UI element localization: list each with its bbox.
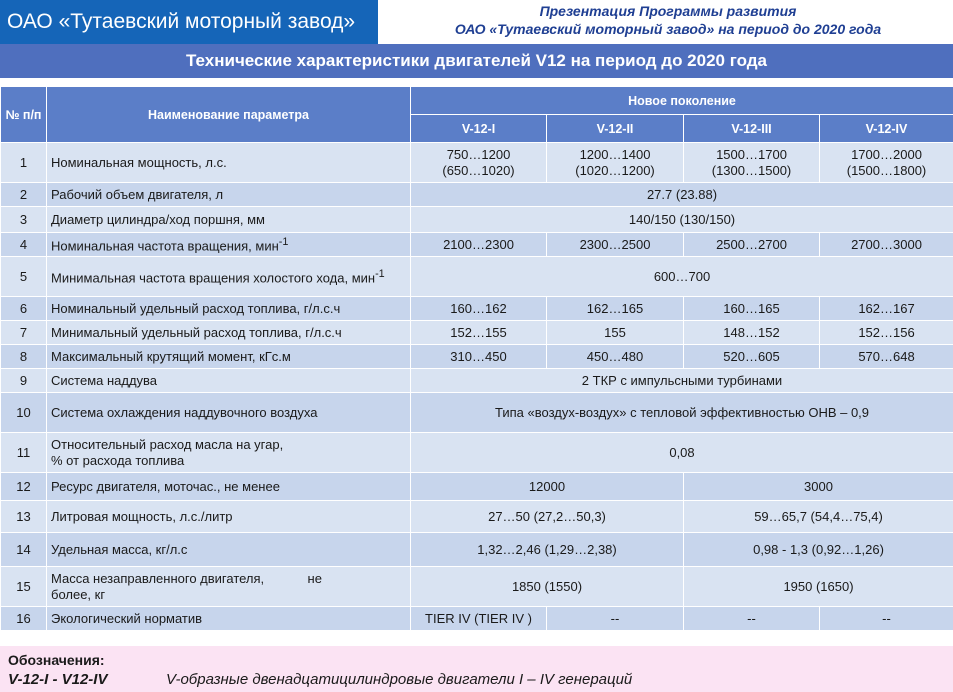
model-header: V-12-IV — [820, 115, 953, 143]
param-name — [47, 257, 411, 297]
param-superscript: -1 — [278, 236, 289, 249]
model-header: V-12-II — [547, 115, 684, 143]
table-row — [1, 143, 953, 183]
value: 1200…1400 — [579, 146, 651, 162]
model-header: V-12-III — [684, 115, 820, 143]
value-cell: 1850 (1550) — [411, 567, 684, 607]
table-row — [1, 321, 953, 345]
param-superscript: -1 — [375, 268, 385, 281]
value-alt: (650…1020) — [442, 162, 515, 178]
value-cell: 2 ТКР с импульсными турбинами — [411, 369, 953, 393]
value-cell: 162…167 — [820, 297, 953, 321]
col-param-header: Наименование параметра — [47, 87, 411, 143]
value-cell: TIER IV (TIER IV ) — [411, 607, 547, 631]
value-alt: (1500…1800) — [846, 162, 927, 178]
row-number: 8 — [1, 345, 47, 369]
param-name: Литровая мощность, л.с./литр — [47, 501, 411, 533]
row-number: 10 — [1, 393, 47, 433]
table-row — [1, 433, 953, 473]
table-row — [1, 533, 953, 567]
value-cell: 27.7 (23.88) — [411, 183, 953, 207]
value-cell: 2100…2300 — [411, 233, 547, 257]
row-number: 15 — [1, 567, 47, 607]
legend-title: Обозначения: — [8, 652, 105, 668]
table-row — [1, 183, 953, 207]
value-cell: -- — [820, 607, 953, 631]
value-alt: (1300…1500) — [711, 162, 792, 178]
legend-description: V-образные двенадцатицилиндровые двигатели I – IV генераций — [166, 671, 633, 688]
param-text: Относительный расход масла на угар, — [51, 436, 284, 452]
row-number: 7 — [1, 321, 47, 345]
param-name — [47, 567, 411, 607]
value-cell: 152…156 — [820, 321, 953, 345]
value-cell: 12000 — [411, 473, 684, 501]
row-number: 6 — [1, 297, 47, 321]
value-cell: -- — [684, 607, 820, 631]
table-row — [1, 393, 953, 433]
row-number: 3 — [1, 207, 47, 233]
value-cell: 520…605 — [684, 345, 820, 369]
group-header: Новое поколение — [411, 87, 953, 115]
value-cell: 450…480 — [547, 345, 684, 369]
param-name: Экологический норматив — [47, 607, 411, 631]
param-text: Масса незаправленного двигателя, не — [51, 570, 322, 586]
company-name: ОАО «Тутаевский моторный завод» — [0, 0, 378, 44]
value-cell: 310…450 — [411, 345, 547, 369]
value-cell: 152…155 — [411, 321, 547, 345]
value-cell: 1,32…2,46 (1,29…2,38) — [411, 533, 684, 567]
page-title: Технические характеристики двигателей V12 на период до 2020 года — [0, 44, 953, 78]
value-cell — [547, 143, 684, 183]
value-cell: 160…162 — [411, 297, 547, 321]
value: 1500…1700 — [716, 146, 787, 162]
param-name: Номинальная мощность, л.с. — [47, 143, 411, 183]
value-cell: 155 — [547, 321, 684, 345]
row-number: 16 — [1, 607, 47, 631]
row-number: 9 — [1, 369, 47, 393]
legend — [0, 646, 953, 692]
model-header: V-12-I — [411, 115, 547, 143]
value-cell: 2500…2700 — [684, 233, 820, 257]
table-row — [1, 607, 953, 631]
presentation-subtitle — [388, 2, 948, 38]
param-name: Номинальный удельный расход топлива, г/л.с.ч — [47, 297, 411, 321]
param-name: Минимальный удельный расход топлива, г/л.с.ч — [47, 321, 411, 345]
param-name: Удельная масса, кг/л.с — [47, 533, 411, 567]
value-cell: 2300…2500 — [547, 233, 684, 257]
param-name: Система охлаждения наддувочного воздуха — [47, 393, 411, 433]
row-number: 5 — [1, 257, 47, 297]
value-cell — [820, 143, 953, 183]
row-number: 12 — [1, 473, 47, 501]
param-name: Максимальный крутящий момент, кГс.м — [47, 345, 411, 369]
header — [0, 0, 953, 44]
row-number: 11 — [1, 433, 47, 473]
table-row — [1, 257, 953, 297]
row-number: 1 — [1, 143, 47, 183]
col-num-header: № п/п — [1, 87, 47, 143]
value-alt: (1020…1200) — [575, 162, 655, 178]
table-row — [1, 233, 953, 257]
value-cell: 3000 — [684, 473, 953, 501]
presentation-line-2: ОАО «Тутаевский моторный завод» на период до 2020 года — [454, 21, 882, 37]
table-row — [1, 207, 953, 233]
presentation-line-1: Презентация Программы развития — [539, 3, 797, 19]
value-cell: 140/150 (130/150) — [411, 207, 953, 233]
table-row — [1, 345, 953, 369]
table-row — [1, 297, 953, 321]
value-cell: Типа «воздух-воздух» с тепловой эффективностью ОНВ – 0,9 — [411, 393, 953, 433]
value-cell: 570…648 — [820, 345, 953, 369]
header-row — [1, 87, 953, 115]
value-cell: 27…50 (27,2…50,3) — [411, 501, 684, 533]
value-cell — [411, 143, 547, 183]
table-row — [1, 473, 953, 501]
value-cell: 0,98 - 1,3 (0,92…1,26) — [684, 533, 953, 567]
value-cell: -- — [547, 607, 684, 631]
param-name — [47, 433, 411, 473]
value-cell: 0,08 — [411, 433, 953, 473]
param-text: % от расхода топлива — [51, 452, 185, 468]
param-name: Ресурс двигателя, моточас., не менее — [47, 473, 411, 501]
value-cell: 59…65,7 (54,4…75,4) — [684, 501, 953, 533]
row-number: 14 — [1, 533, 47, 567]
table-row — [1, 369, 953, 393]
param-name: Система наддува — [47, 369, 411, 393]
value: 750…1200 — [446, 146, 511, 162]
value-cell: 162…165 — [547, 297, 684, 321]
value-cell — [684, 143, 820, 183]
value-cell: 600…700 — [411, 257, 953, 297]
value: 1700…2000 — [851, 146, 922, 162]
param-name: Рабочий объем двигателя, л — [47, 183, 411, 207]
param-text: Номинальная частота вращения, мин — [51, 238, 279, 254]
value-cell: 1950 (1650) — [684, 567, 953, 607]
legend-row — [8, 670, 953, 690]
value-cell: 148…152 — [684, 321, 820, 345]
row-number: 13 — [1, 501, 47, 533]
value-cell: 2700…3000 — [820, 233, 953, 257]
legend-code: V-12-I - V12-IV — [8, 671, 108, 688]
table-row — [1, 501, 953, 533]
param-name: Диаметр цилиндра/ход поршня, мм — [47, 207, 411, 233]
value-cell: 160…165 — [684, 297, 820, 321]
param-text: более, кг — [51, 586, 106, 602]
param-name — [47, 233, 411, 257]
row-number: 2 — [1, 183, 47, 207]
param-text: Минимальная частота вращения холостого хода, мин — [51, 270, 376, 286]
row-number: 4 — [1, 233, 47, 257]
specs-table — [0, 86, 953, 631]
table-row — [1, 567, 953, 607]
